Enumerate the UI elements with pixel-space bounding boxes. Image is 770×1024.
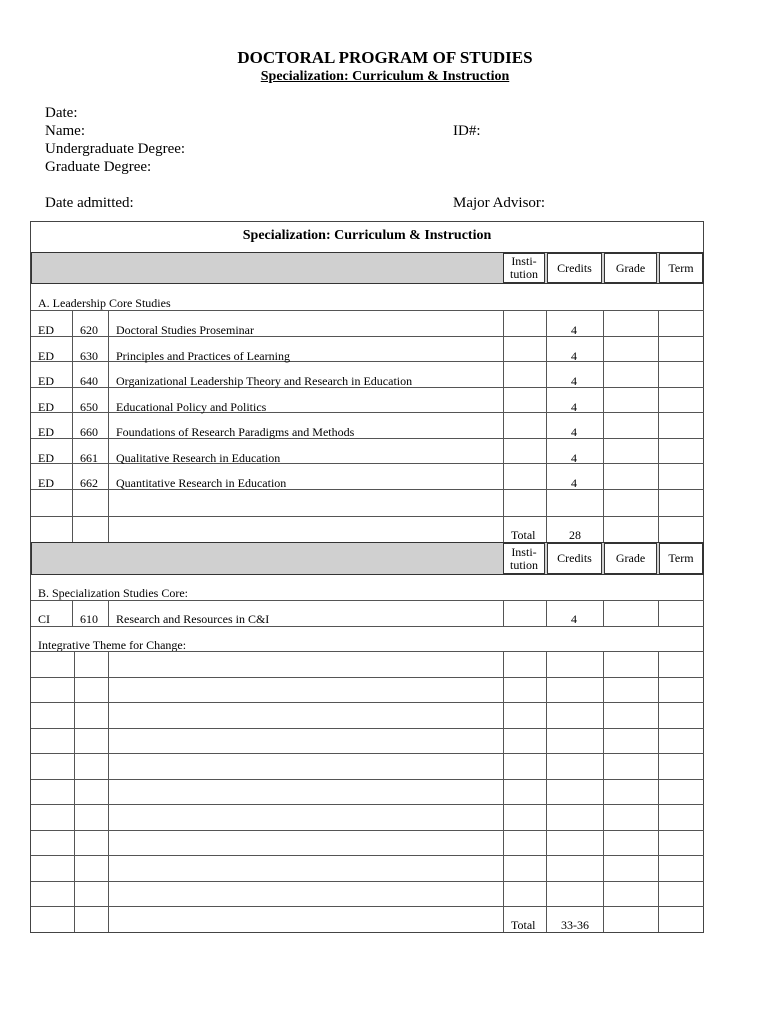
institution-header-a: Insti- tution [503,253,545,283]
blank-row-divider [31,906,704,907]
course-credits: 4 [571,612,577,626]
course-number: 620 [80,323,98,337]
blank-row-divider [31,779,704,780]
term-header-b: Term [659,543,703,574]
blank-row-divider [31,855,704,856]
section-b-total-value: 33-36 [561,918,589,932]
course-title: Qualitative Research in Education [116,451,281,465]
course-title: Doctoral Studies Proseminar [116,323,254,337]
blank-row-divider [31,753,704,754]
course-dept: CI [38,612,50,626]
course-title: Research and Resources in C&I [116,612,270,626]
blank-row-divider [31,830,704,831]
section-a-total-label: Total [511,528,536,542]
course-number: 640 [80,374,98,388]
course-title: Foundations of Research Paradigms and Methods [116,425,355,439]
course-credits: 4 [571,476,577,490]
date-admitted-label: Date admitted: [45,195,134,211]
course-title: Organizational Leadership Theory and Research in Education [116,374,413,388]
undergraduate-degree-label: Undergraduate Degree: [45,141,186,157]
credits-header-b: Credits [547,543,602,574]
course-credits: 4 [571,374,577,388]
course-title: Educational Policy and Politics [116,400,267,414]
course-number: 630 [80,349,98,363]
course-credits: 4 [571,425,577,439]
course-number: 661 [80,451,98,465]
blank-row-divider [31,702,704,703]
document-subtitle: Specialization: Curriculum & Instruction [260,69,510,84]
course-dept: ED [38,323,54,337]
course-credits: 4 [571,400,577,414]
course-title: Quantitative Research in Education [116,476,287,490]
date-label: Date: [45,105,78,121]
id-label: ID#: [453,123,481,139]
course-dept: ED [38,425,54,439]
major-advisor-label: Major Advisor: [453,195,546,211]
name-label: Name: [45,123,85,139]
course-number: 660 [80,425,98,439]
course-credits: 4 [571,451,577,465]
course-number: 610 [80,612,98,626]
course-dept: ED [38,374,54,388]
grade-header-a: Grade [604,253,657,283]
section-a-total-value: 28 [569,528,581,542]
document-title: DOCTORAL PROGRAM OF STUDIES [237,48,533,67]
table-title: Specialization: Curriculum & Instruction [242,228,492,243]
course-dept: ED [38,349,54,363]
term-header-a: Term [659,253,703,283]
integrative-theme-label: Integrative Theme for Change: [38,638,187,652]
blank-row-divider [31,677,704,678]
graduate-degree-label: Graduate Degree: [45,159,152,175]
course-number: 662 [80,476,98,490]
course-dept: ED [38,451,54,465]
section-b-label: B. Specialization Studies Core: [38,586,188,600]
course-dept: ED [38,476,54,490]
course-dept: ED [38,400,54,414]
section-a-label: A. Leadership Core Studies [38,296,171,310]
course-credits: 4 [571,323,577,337]
blank-row-divider [31,881,704,882]
credits-header-a: Credits [547,253,602,283]
course-number: 650 [80,400,98,414]
blank-row-divider [31,728,704,729]
institution-header-b: Insti- tution [503,543,545,574]
section-b-total-label: Total [511,918,536,932]
grade-header-b: Grade [604,543,657,574]
blank-row-divider [31,804,704,805]
course-title: Principles and Practices of Learning [116,349,290,363]
course-credits: 4 [571,349,577,363]
